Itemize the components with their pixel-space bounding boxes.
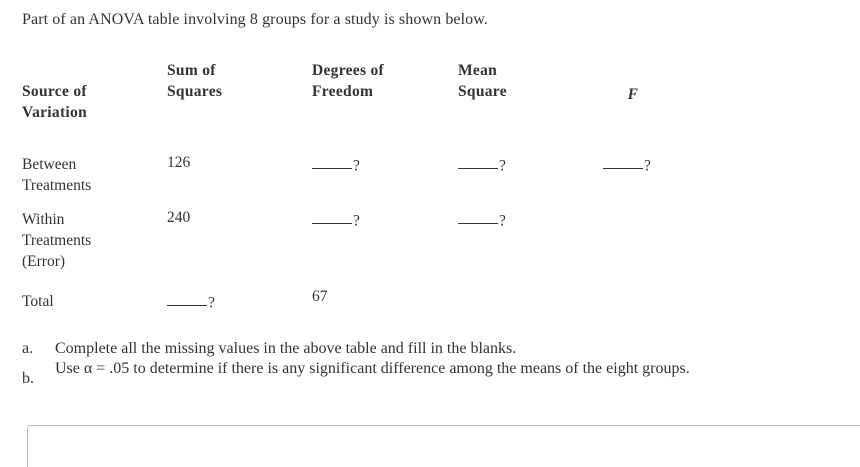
header-degrees-of-freedom: Degrees of Freedom <box>312 62 385 100</box>
source-total: Total <box>22 293 54 310</box>
table-header-row <box>18 60 667 146</box>
df-within-blank[interactable] <box>308 203 454 284</box>
ss-within: 240 <box>167 209 191 226</box>
header-sum-of-squares: Sum of Squares <box>167 62 223 100</box>
table-row-within <box>18 203 667 284</box>
answer-input-box[interactable] <box>27 425 860 467</box>
f-within-empty <box>599 203 667 284</box>
df-total: 67 <box>312 288 328 305</box>
question-a-text: Complete all the missing values in the above table and fill in the blanks. <box>55 340 517 357</box>
f-between-blank[interactable] <box>599 146 667 203</box>
table-row-between <box>18 146 667 203</box>
df-between-mark: ? <box>353 157 360 175</box>
df-between-blank[interactable] <box>308 146 454 203</box>
ss-between: 126 <box>167 154 191 171</box>
blank-line <box>458 152 498 169</box>
table-row-total <box>18 284 667 331</box>
header-source: Source of Variation <box>22 83 87 121</box>
ss-total-mark: ? <box>208 294 215 312</box>
question-a <box>22 339 755 359</box>
f-total-empty <box>599 284 667 331</box>
df-within-mark: ? <box>353 212 360 230</box>
question-b-text: Use α = .05 to determine if there is any significant difference among the means of the eight groups. <box>55 360 690 377</box>
f-between-mark: ? <box>644 157 651 175</box>
question-a-letter: a. <box>22 340 34 357</box>
question-b-letter: b. <box>22 370 34 387</box>
blank-line <box>167 289 207 306</box>
question-list <box>22 339 755 389</box>
question-b <box>22 359 755 389</box>
header-mean-square: Mean Square <box>458 62 507 100</box>
blank-line <box>458 207 498 224</box>
ms-between-blank[interactable] <box>454 146 599 203</box>
ms-total-empty <box>454 284 599 331</box>
source-within: Within Treatments (Error) <box>22 211 92 270</box>
ms-within-blank[interactable] <box>454 203 599 284</box>
anova-table <box>18 60 667 331</box>
intro-text: Part of an ANOVA table involving 8 groups for a study is shown below. <box>22 11 488 28</box>
source-between: Between Treatments <box>22 156 92 194</box>
ms-between-mark: ? <box>499 157 506 175</box>
blank-line <box>312 152 352 169</box>
ss-total-blank[interactable] <box>163 284 308 331</box>
blank-line <box>312 207 352 224</box>
ms-within-mark: ? <box>499 212 506 230</box>
blank-line <box>603 152 643 169</box>
header-f: F <box>627 86 639 103</box>
